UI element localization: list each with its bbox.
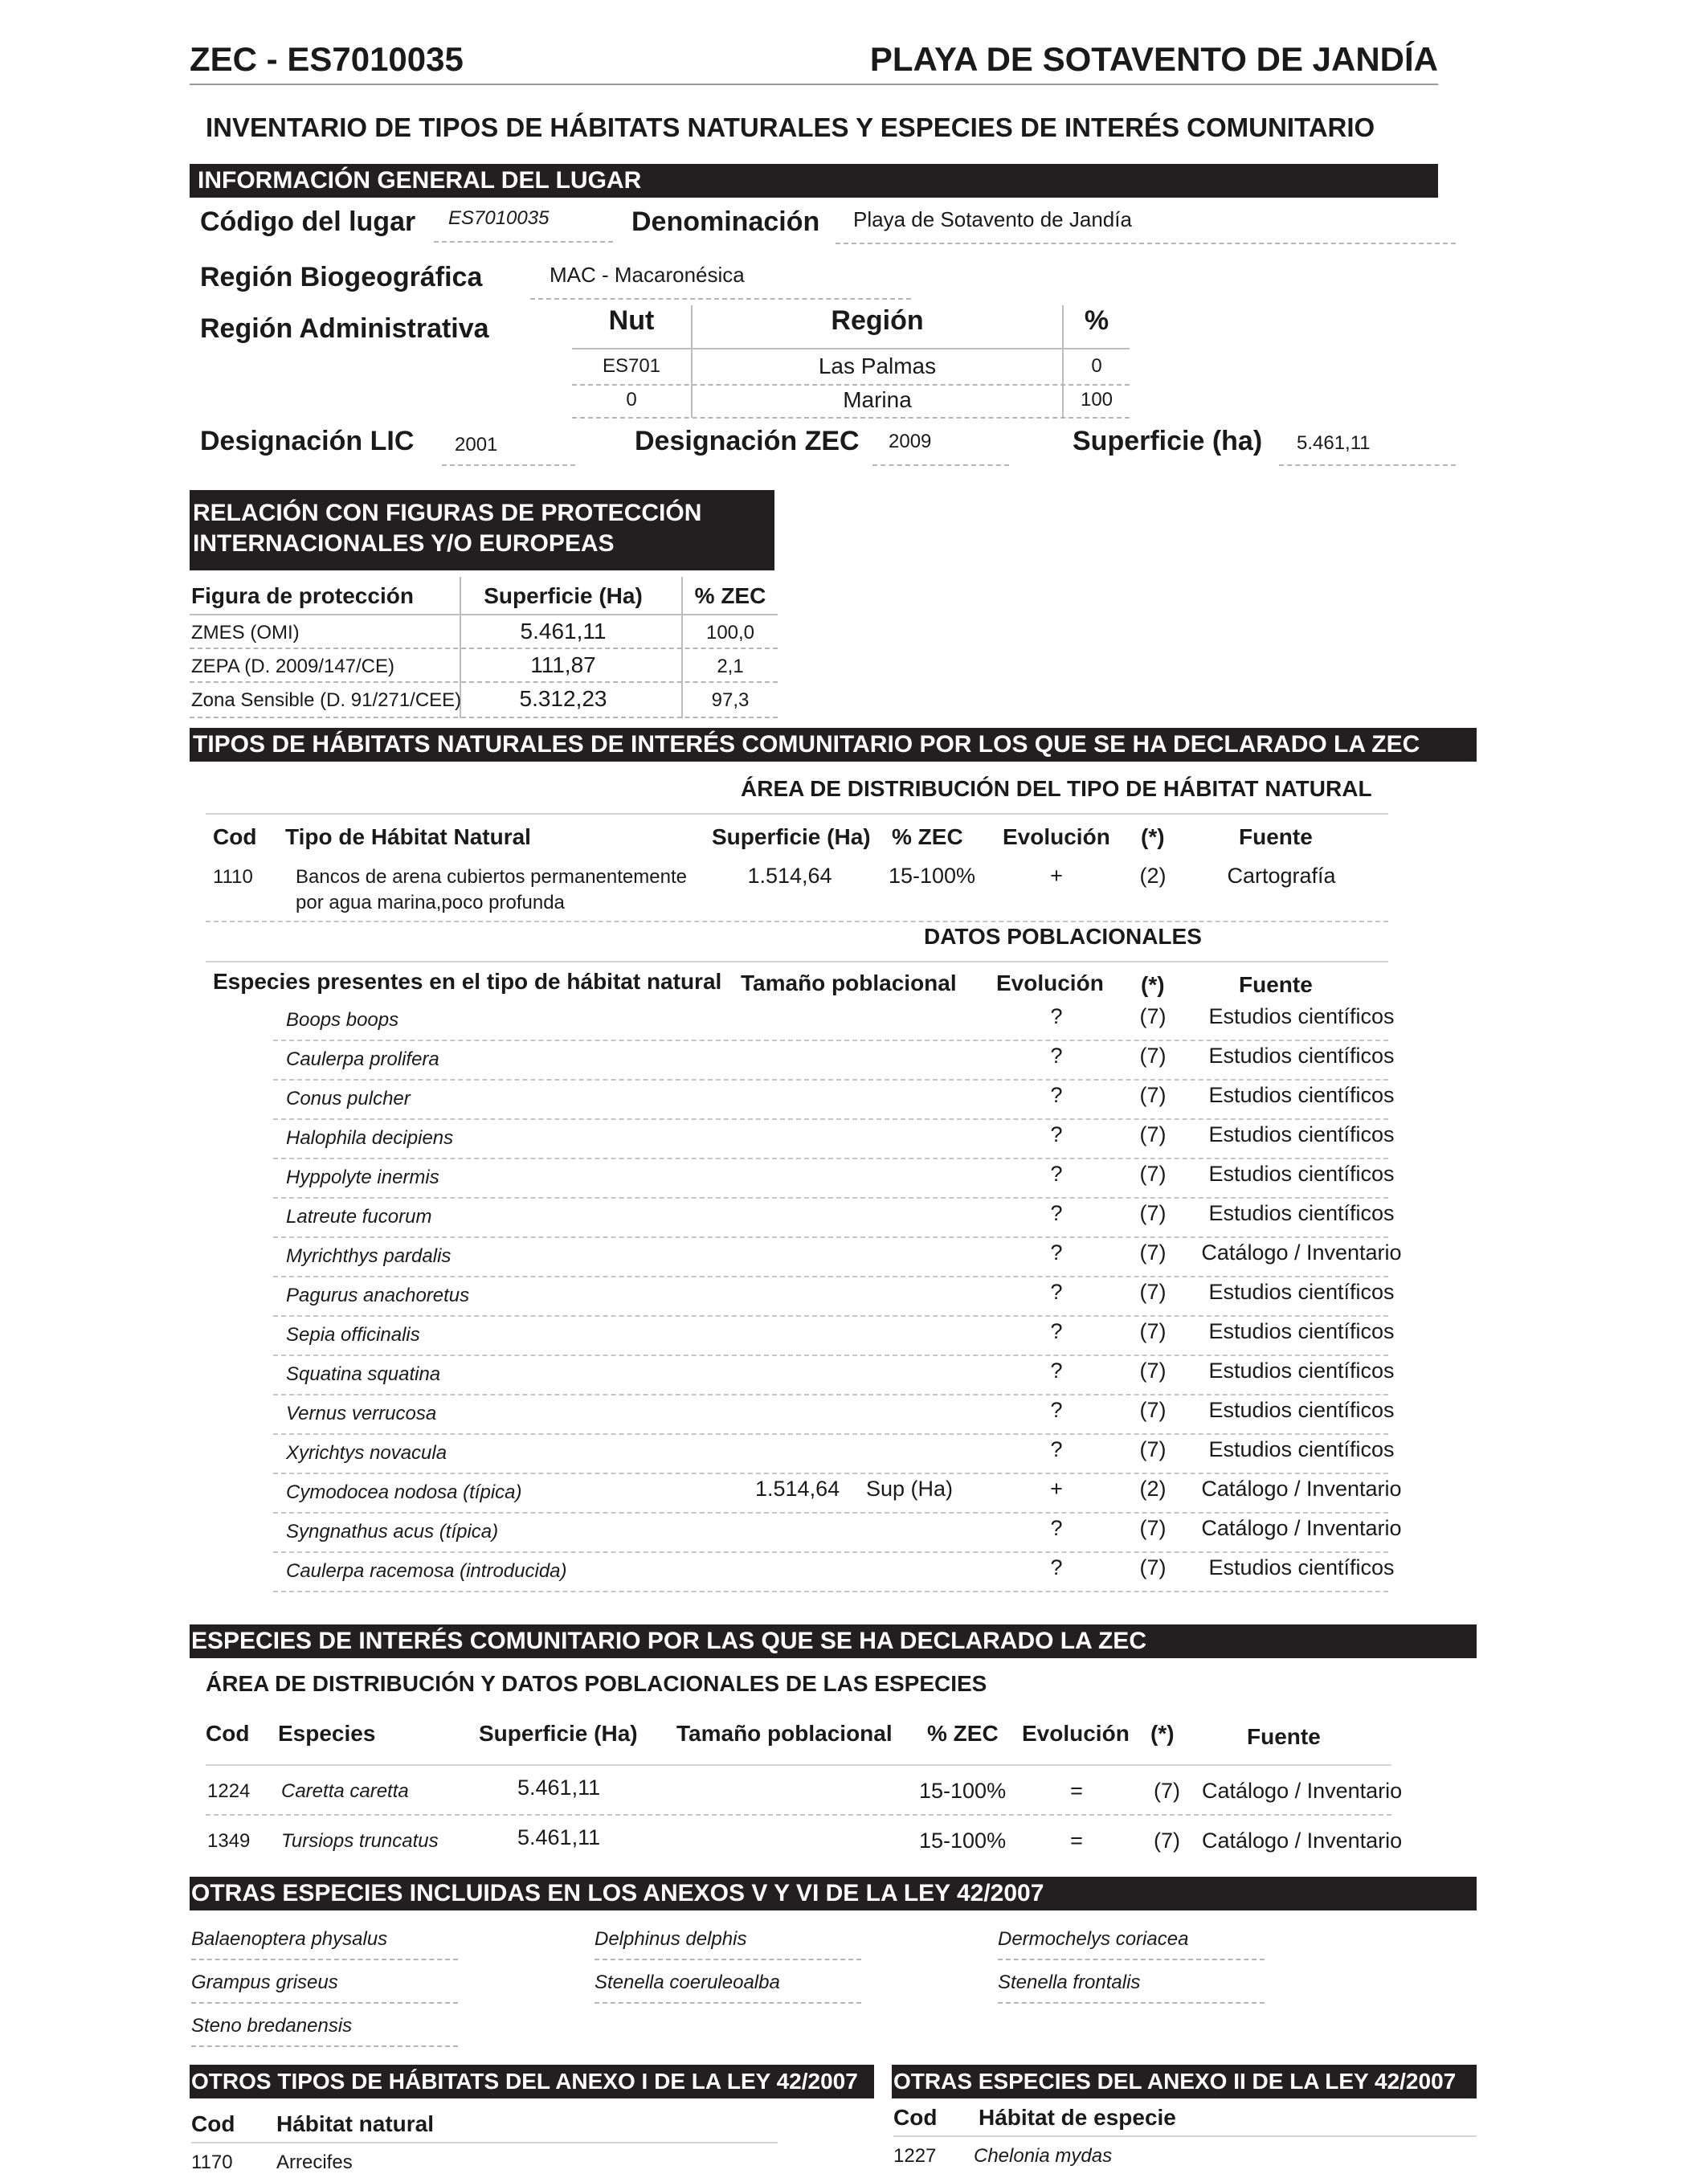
- species-fuente: Estudios científicos: [1208, 1555, 1395, 1579]
- species-evol: +: [1050, 1477, 1063, 1501]
- species-row-rule: [273, 1591, 1388, 1592]
- especie-sup: 5.461,11: [517, 1775, 601, 1800]
- otras-anexo2-name: Chelonia mydas: [974, 2145, 1113, 2167]
- species-fuente: Estudios científicos: [1208, 1044, 1395, 1068]
- species-ref: (2): [1139, 1477, 1167, 1501]
- species-evol: ?: [1050, 1437, 1063, 1461]
- species-ref: (7): [1139, 1044, 1167, 1068]
- lic-label: Designación LIC: [200, 426, 415, 456]
- proteccion-row-rule: [190, 648, 778, 649]
- region-table-cell: Marina: [843, 387, 912, 412]
- otras-anexo2-cod: 1227: [893, 2145, 937, 2167]
- species-row-rule: [273, 1355, 1388, 1356]
- species-name: Pagurus anachoretus: [286, 1285, 470, 1306]
- proteccion-cell: 2,1: [717, 656, 744, 677]
- habitat-fuente: Cartografía: [1227, 864, 1336, 888]
- habitats-header-zec: % ZEC: [892, 824, 963, 849]
- habitats-header-evolucion: Evolución: [1003, 824, 1110, 849]
- section-proteccion: [190, 490, 774, 570]
- species-evol: ?: [1050, 1004, 1063, 1028]
- superficie-value: 5.461,11: [1279, 432, 1456, 466]
- especie-zec: 15-100%: [919, 1829, 1007, 1853]
- habitats-header-fuente: Fuente: [1239, 824, 1313, 849]
- species-name: Squatina squatina: [286, 1363, 441, 1385]
- otros-habitats-rule: [191, 2142, 778, 2143]
- species-name: Cymodocea nodosa (típica): [286, 1481, 522, 1503]
- region-table-row-rule: [572, 384, 1130, 386]
- anexo-species: Dermochelys coriacea: [998, 1928, 1265, 1960]
- species-name: Syngnathus acus (típica): [286, 1521, 499, 1543]
- proteccion-cell: 111,87: [530, 652, 596, 677]
- species-name: Halophila decipiens: [286, 1127, 454, 1149]
- species-evol: ?: [1050, 1240, 1063, 1265]
- species-fuente: Estudios científicos: [1208, 1437, 1395, 1461]
- especie-fuente: Catálogo / Inventario: [1202, 1779, 1403, 1803]
- site-name-title: PLAYA DE SOTAVENTO DE JANDÍA: [869, 40, 1438, 78]
- species-fuente: Estudios científicos: [1208, 1162, 1395, 1186]
- region-table-cell: Las Palmas: [818, 353, 937, 378]
- species-name: Hyppolyte inermis: [286, 1167, 439, 1188]
- habitats-header-superficie: Superficie (Ha): [712, 824, 871, 849]
- especie-sup: 5.461,11: [517, 1825, 601, 1849]
- denominacion-label: Denominación: [631, 206, 820, 237]
- species-fuente: Estudios científicos: [1208, 1398, 1395, 1422]
- especies-area-title: ÁREA DE DISTRIBUCIÓN Y DATOS POBLACIONALES DE LAS ESPECIES: [206, 1671, 987, 1696]
- proteccion-cell: 5.312,23: [519, 686, 607, 711]
- region-table-header-pct: %: [1084, 305, 1109, 336]
- species-evol: ?: [1050, 1555, 1063, 1579]
- proteccion-header-figura: Figura de protección: [191, 583, 414, 608]
- species-evol: ?: [1050, 1516, 1063, 1540]
- species-evol: ?: [1050, 1162, 1063, 1186]
- especie-name: Caretta caretta: [281, 1780, 409, 1802]
- pob-header-tamano: Tamaño poblacional: [741, 970, 957, 995]
- proteccion-row-rule: [190, 717, 778, 718]
- proteccion-cell: ZEPA (D. 2009/147/CE): [191, 656, 395, 677]
- proteccion-cell: 5.461,11: [520, 619, 607, 644]
- header-rule: [190, 84, 1438, 85]
- otros-habitats-name: Arrecifes: [276, 2151, 353, 2173]
- species-row-rule: [273, 1276, 1388, 1277]
- habitats-header-tipo: Tipo de Hábitat Natural: [285, 824, 531, 849]
- especies-header-cod: Cod: [206, 1721, 250, 1746]
- species-fuente: Estudios científicos: [1208, 1122, 1395, 1146]
- section-otras-anexo2: OTRAS ESPECIES DEL ANEXO II DE LA LEY 42/2007: [892, 2065, 1477, 2098]
- otras-anexo2-header-name: Hábitat de especie: [979, 2105, 1176, 2130]
- proteccion-header-rule: [190, 614, 778, 615]
- species-evol: ?: [1050, 1319, 1063, 1343]
- otras-anexo2-rule: [893, 2135, 1477, 2137]
- species-ref: (7): [1139, 1004, 1167, 1028]
- species-name: Myrichthys pardalis: [286, 1245, 452, 1267]
- especies-header-rule: [206, 1764, 1391, 1766]
- codigo-value: ES7010035: [434, 207, 613, 243]
- species-name: Conus pulcher: [286, 1088, 411, 1109]
- species-name: Sepia officinalis: [286, 1324, 420, 1346]
- pob-title-rule: [206, 961, 1388, 962]
- proteccion-cell: Zona Sensible (D. 91/271/CEE): [191, 689, 462, 711]
- region-table-cell: ES701: [602, 355, 661, 377]
- codigo-label: Código del lugar: [200, 206, 416, 237]
- species-evol: ?: [1050, 1280, 1063, 1304]
- especies-header-fuente: Fuente: [1247, 1724, 1321, 1749]
- section-proteccion-line1: RELACIÓN CON FIGURAS DE PROTECCIÓN: [193, 500, 702, 526]
- species-fuente: Catálogo / Inventario: [1201, 1477, 1402, 1501]
- pob-header-fuente: Fuente: [1239, 972, 1313, 997]
- especie-fuente: Catálogo / Inventario: [1202, 1829, 1403, 1853]
- anexo-species: Stenella frontalis: [998, 1972, 1265, 2004]
- species-ref: (7): [1139, 1319, 1167, 1343]
- habitat-tipo-line2: por agua marina,poco profunda: [296, 892, 565, 913]
- pob-header-evolucion: Evolución: [996, 970, 1104, 995]
- species-evol: ?: [1050, 1083, 1063, 1107]
- anexo-species: Balaenoptera physalus: [191, 1928, 458, 1960]
- region-bio-label: Región Biogeográfica: [200, 262, 483, 292]
- species-ref: (7): [1139, 1555, 1167, 1579]
- species-ref: (7): [1139, 1122, 1167, 1146]
- otros-habitats-header-cod: Cod: [191, 2111, 235, 2136]
- region-table-cell: 0: [1091, 355, 1102, 377]
- species-fuente: Estudios científicos: [1208, 1004, 1395, 1028]
- section-especies: ESPECIES DE INTERÉS COMUNITARIO POR LAS QUE SE HA DECLARADO LA ZEC: [190, 1624, 1477, 1658]
- species-row-rule: [273, 1394, 1388, 1395]
- habitat-tipo-line1: Bancos de arena cubiertos permanentemente: [296, 866, 687, 888]
- species-ref: (7): [1139, 1240, 1167, 1265]
- species-fuente: Estudios científicos: [1208, 1359, 1395, 1383]
- species-name: Caulerpa racemosa (introducida): [286, 1560, 567, 1582]
- section-otras-anexos: OTRAS ESPECIES INCLUIDAS EN LOS ANEXOS V Y VI DE LA LEY 42/2007: [190, 1877, 1477, 1910]
- species-row-rule: [273, 1079, 1388, 1081]
- species-fuente: Catálogo / Inventario: [1201, 1516, 1402, 1540]
- anexo-species: Delphinus delphis: [595, 1928, 861, 1960]
- species-evol: ?: [1050, 1359, 1063, 1383]
- region-table-cell: 0: [626, 389, 637, 411]
- especie-ref: (7): [1154, 1779, 1180, 1803]
- section-proteccion-line2: INTERNACIONALES Y/O EUROPEAS: [193, 530, 615, 557]
- pob-title: DATOS POBLACIONALES: [924, 924, 1202, 949]
- species-size: 1.514,64: [755, 1477, 840, 1501]
- species-row-rule: [273, 1473, 1388, 1474]
- especies-header-tamano: Tamaño poblacional: [676, 1721, 893, 1746]
- species-ref: (7): [1139, 1162, 1167, 1186]
- region-table-header-nut: Nut: [608, 305, 655, 336]
- proteccion-row-rule: [190, 681, 778, 683]
- species-ref: (7): [1139, 1398, 1167, 1422]
- habitat-row-rule: [206, 921, 1388, 922]
- habitat-ref: (2): [1139, 864, 1167, 888]
- species-unit: Sup (Ha): [866, 1477, 954, 1501]
- species-ref: (7): [1139, 1083, 1167, 1107]
- pob-header-ref: (*): [1141, 972, 1165, 997]
- species-fuente: Estudios científicos: [1208, 1083, 1395, 1107]
- anexo-species: Stenella coeruleoalba: [595, 1972, 861, 2004]
- region-table: [572, 305, 1130, 418]
- species-row-rule: [273, 1236, 1388, 1238]
- species-fuente: Estudios científicos: [1208, 1201, 1395, 1225]
- habitat-cod: 1110: [213, 866, 253, 888]
- especie-evol: =: [1070, 1829, 1083, 1853]
- proteccion-cell: 97,3: [711, 689, 750, 711]
- species-row-rule: [273, 1315, 1388, 1317]
- habitats-header-ref: (*): [1141, 824, 1165, 849]
- especies-header-superficie: Superficie (Ha): [479, 1721, 638, 1746]
- especies-header-ref: (*): [1150, 1721, 1175, 1746]
- proteccion-cell: 100,0: [705, 622, 755, 644]
- section-general-info: INFORMACIÓN GENERAL DEL LUGAR: [190, 164, 1438, 198]
- site-code-title: ZEC - ES7010035: [190, 40, 464, 78]
- especie-zec: 15-100%: [919, 1779, 1007, 1803]
- especies-header-zec: % ZEC: [927, 1721, 999, 1746]
- region-table-header-rule: [572, 348, 1130, 349]
- species-row-rule: [273, 1040, 1388, 1041]
- superficie-label: Superficie (ha): [1073, 426, 1263, 456]
- proteccion-header-superficie: Superficie (Ha): [484, 583, 643, 608]
- species-ref: (7): [1139, 1201, 1167, 1225]
- species-evol: ?: [1050, 1201, 1063, 1225]
- species-row-rule: [273, 1118, 1388, 1120]
- habitats-area-rule: [206, 813, 1388, 815]
- otros-habitats-cod: 1170: [191, 2151, 233, 2173]
- species-ref: (7): [1139, 1359, 1167, 1383]
- region-table-row-rule: [572, 417, 1130, 419]
- especie-name: Tursiops truncatus: [281, 1830, 439, 1852]
- proteccion-table: [190, 577, 778, 718]
- region-bio-value: MAC - Macaronésica: [530, 263, 911, 300]
- species-row-rule: [273, 1197, 1388, 1199]
- especie-row-rule: [206, 1814, 1391, 1816]
- proteccion-header-zec: % ZEC: [694, 583, 766, 608]
- region-adm-label: Región Administrativa: [200, 313, 489, 344]
- species-evol: ?: [1050, 1398, 1063, 1422]
- pob-header-especies: Especies presentes en el tipo de hábitat natural: [213, 969, 722, 994]
- especie-cod: 1224: [207, 1780, 251, 1802]
- especies-header-especies: Especies: [278, 1721, 376, 1746]
- species-row-rule: [273, 1512, 1388, 1514]
- section-otros-habitats: OTROS TIPOS DE HÁBITATS DEL ANEXO I DE LA LEY 42/2007: [190, 2065, 874, 2098]
- anexo-species: Grampus griseus: [191, 1972, 458, 2004]
- especie-ref: (7): [1154, 1829, 1180, 1853]
- anexo-species: Steno bredanensis: [191, 2015, 458, 2047]
- species-name: Vernus verrucosa: [286, 1403, 437, 1424]
- zec-label: Designación ZEC: [635, 426, 860, 456]
- species-ref: (7): [1139, 1437, 1167, 1461]
- especie-evol: =: [1070, 1779, 1083, 1803]
- document-subtitle: INVENTARIO DE TIPOS DE HÁBITATS NATURALES Y ESPECIES DE INTERÉS COMUNITARIO: [206, 112, 1375, 142]
- otras-anexo2-header-cod: Cod: [893, 2105, 938, 2130]
- species-fuente: Estudios científicos: [1208, 1319, 1395, 1343]
- section-habitats: TIPOS DE HÁBITATS NATURALES DE INTERÉS COMUNITARIO POR LOS QUE SE HA DECLARADO LA ZEC: [190, 728, 1477, 762]
- species-row-rule: [273, 1433, 1388, 1435]
- species-fuente: Estudios científicos: [1208, 1280, 1395, 1304]
- region-table-cell: 100: [1080, 389, 1113, 411]
- otros-habitats-header-name: Hábitat natural: [276, 2111, 435, 2136]
- especies-header-evolucion: Evolución: [1022, 1721, 1130, 1746]
- species-ref: (7): [1139, 1280, 1167, 1304]
- habitats-header-cod: Cod: [213, 824, 257, 849]
- species-row-rule: [273, 1158, 1388, 1159]
- habitat-evolucion: +: [1050, 864, 1063, 888]
- species-name: Caulerpa prolifera: [286, 1048, 439, 1070]
- proteccion-cell: ZMES (OMI): [191, 622, 300, 644]
- denominacion-value: Playa de Sotavento de Jandía: [836, 207, 1456, 244]
- habitats-area-title: ÁREA DE DISTRIBUCIÓN DEL TIPO DE HÁBITAT NATURAL: [741, 776, 1372, 801]
- species-ref: (7): [1139, 1516, 1167, 1540]
- species-row-rule: [273, 1551, 1388, 1553]
- region-table-header-region: Región: [831, 305, 924, 336]
- species-evol: ?: [1050, 1122, 1063, 1146]
- species-fuente: Catálogo / Inventario: [1201, 1240, 1402, 1265]
- lic-value: 2001: [442, 434, 575, 466]
- habitat-zec: 15-100%: [888, 864, 976, 888]
- especie-cod: 1349: [207, 1830, 251, 1852]
- species-name: Xyrichtys novacula: [286, 1442, 447, 1464]
- species-evol: ?: [1050, 1044, 1063, 1068]
- species-name: Boops boops: [286, 1009, 399, 1031]
- zec-value: 2009: [872, 431, 1009, 466]
- habitat-superficie: 1.514,64: [747, 864, 832, 888]
- species-name: Latreute fucorum: [286, 1206, 432, 1228]
